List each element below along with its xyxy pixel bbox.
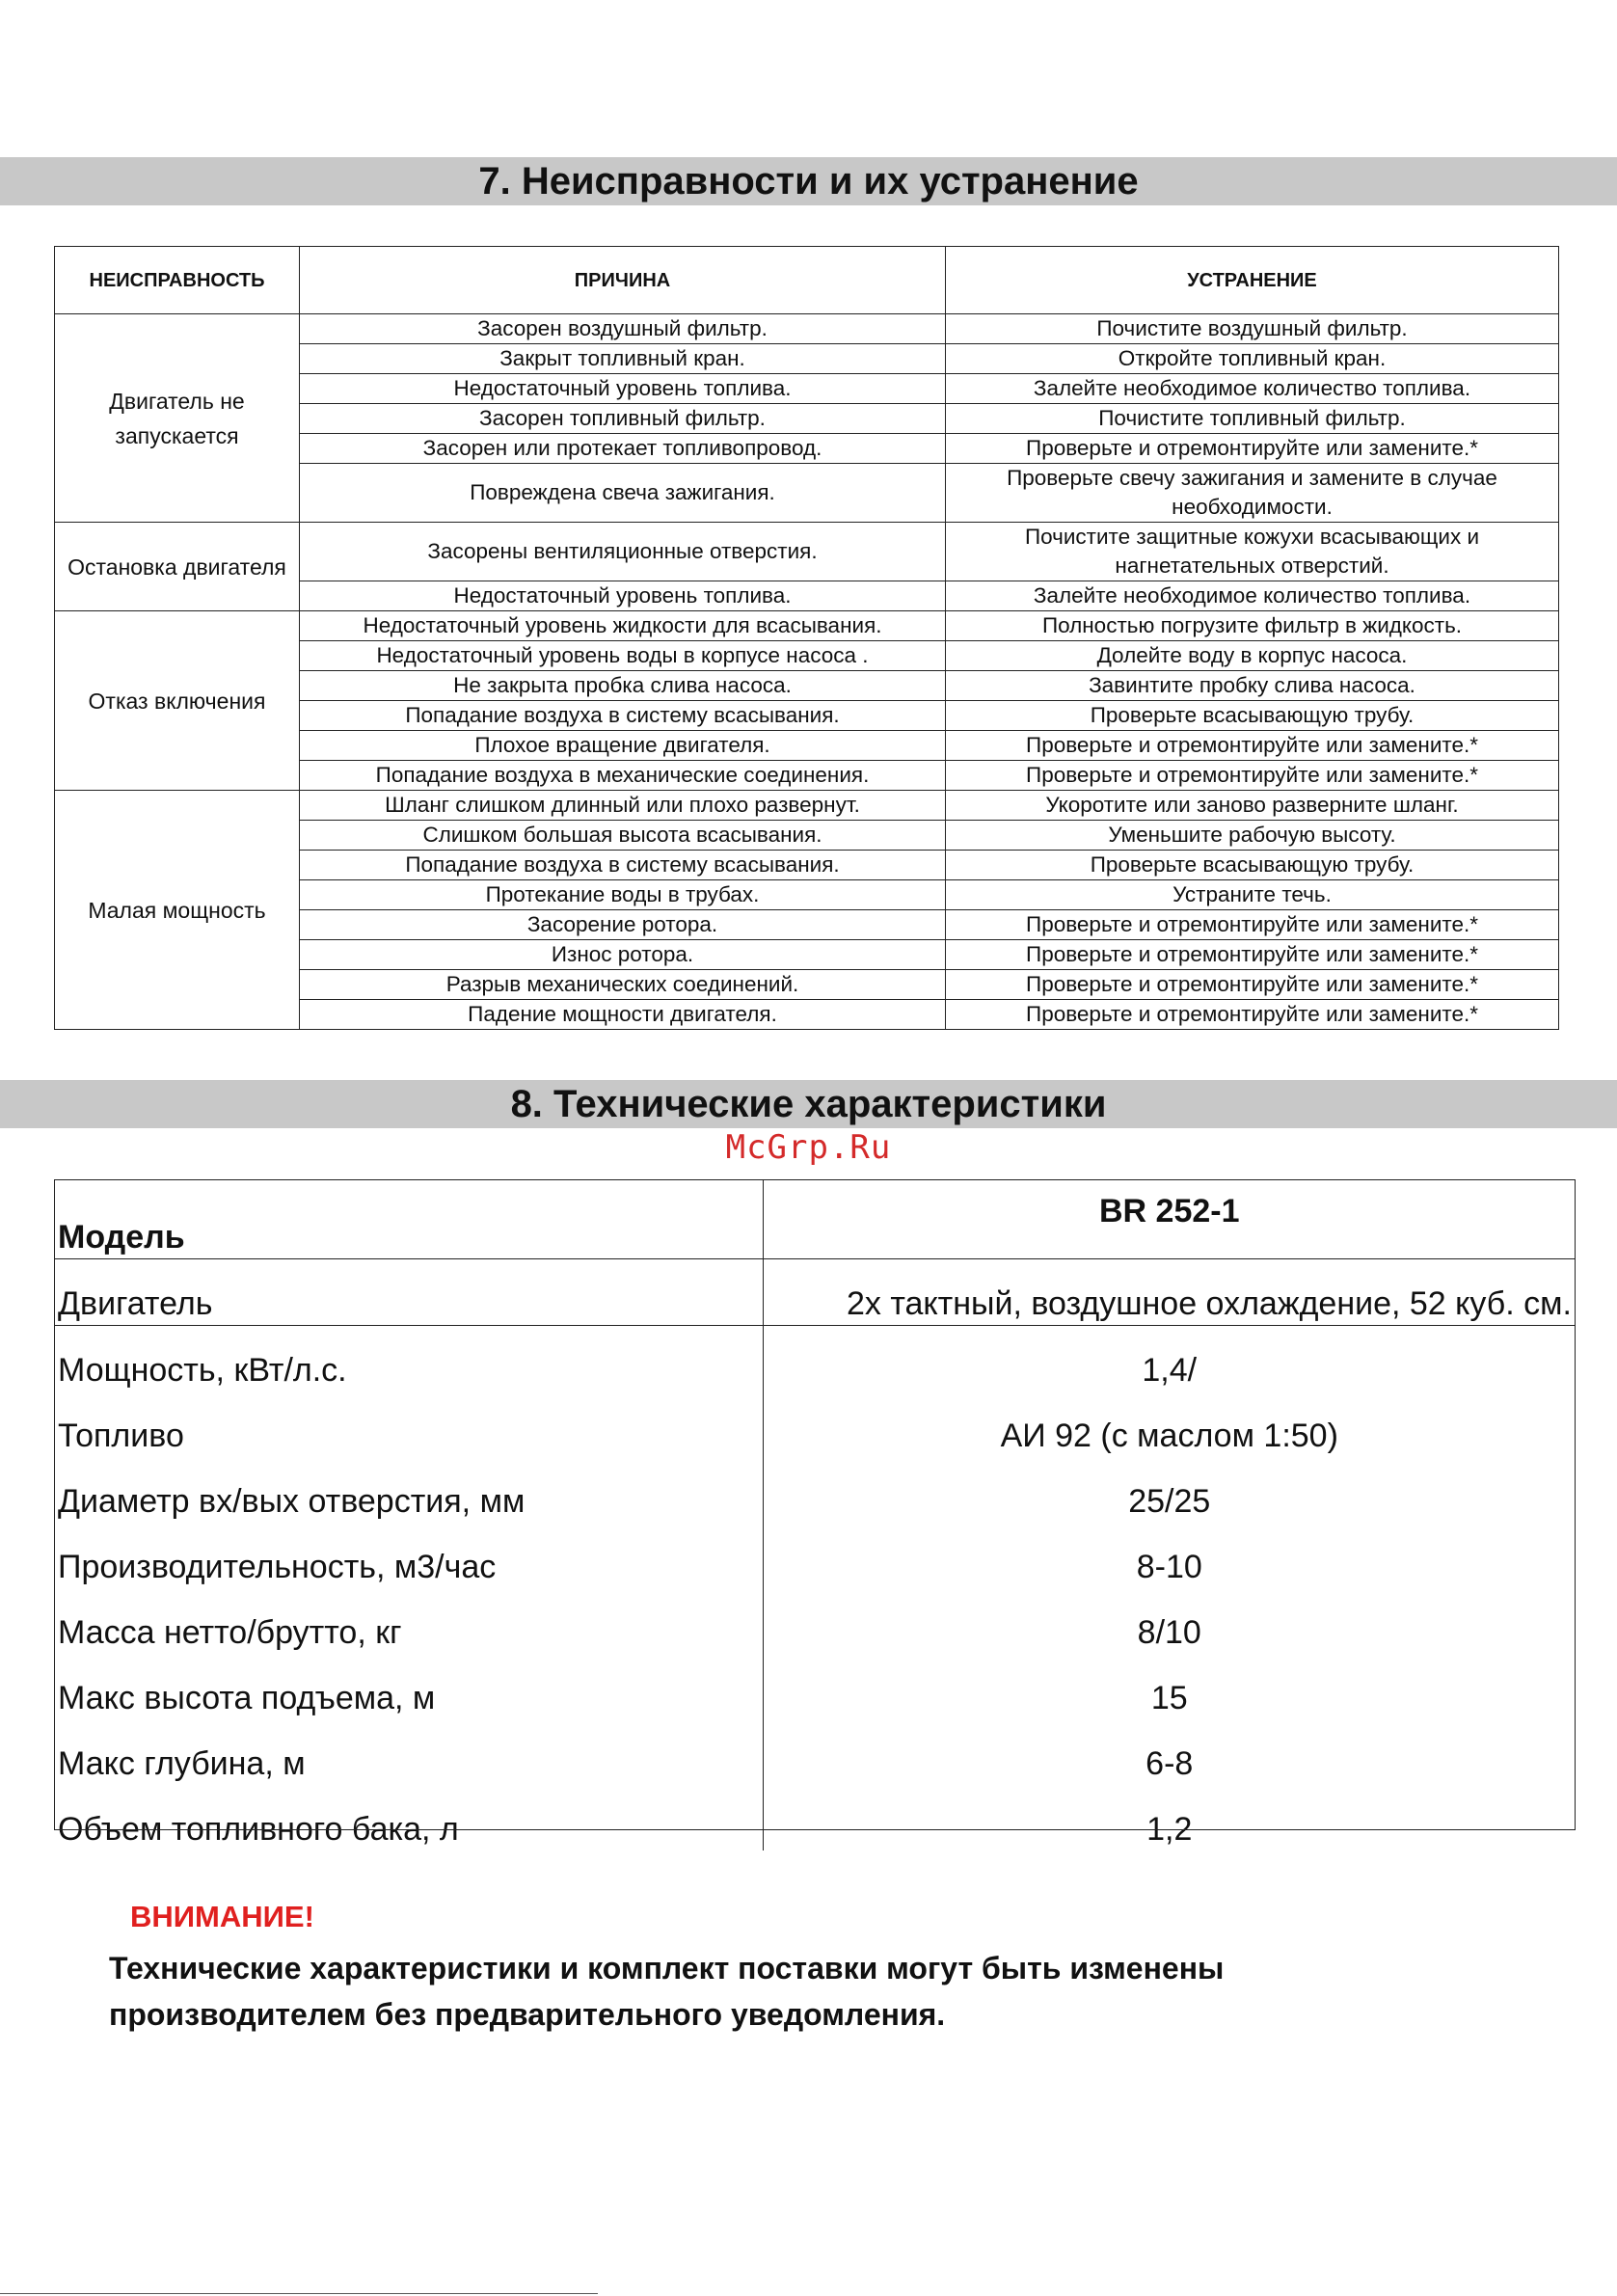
- troubleshooting-header-row: [55, 247, 1559, 314]
- cause-cell: Засорены вентиляционные отверстия.: [300, 523, 946, 581]
- fault-cell: Отказ включения: [55, 611, 300, 791]
- spec-label: Мощность, кВт/л.с.: [58, 1352, 347, 1389]
- fix-cell: Проверьте и отремонтируйте или замените.*: [946, 731, 1559, 761]
- trouble-row: [55, 611, 1559, 641]
- spec-row: [54, 1588, 1576, 1654]
- spec-row: [54, 1523, 1576, 1588]
- spec-value: 1,2: [763, 1785, 1576, 1850]
- spec-row: [54, 1654, 1576, 1719]
- header-fix: УСТРАНЕНИЕ: [946, 247, 1559, 314]
- spec-label: Макс глубина, м: [58, 1745, 306, 1782]
- fix-cell: Укоротите или заново разверните шланг.: [946, 791, 1559, 821]
- cause-cell: Засорен воздушный фильтр.: [300, 314, 946, 344]
- fix-cell: Залейте необходимое количество топлива.: [946, 374, 1559, 404]
- section-7-title: 7. Неисправности и их устранение: [478, 160, 1139, 203]
- warning-text: Технические характеристики и комплект поставки могут быть изменены производителем без предварительного уведомления.: [109, 1951, 1225, 2032]
- cause-cell: Слишком большая высота всасывания.: [300, 821, 946, 851]
- spec-label: Производительность, м3/час: [58, 1549, 497, 1585]
- spec-value: 15: [763, 1654, 1576, 1719]
- cause-cell: Попадание воздуха в систему всасывания.: [300, 701, 946, 731]
- fix-cell: Проверьте и отремонтируйте или замените.*: [946, 910, 1559, 940]
- spec-header-label: Модель: [54, 1179, 763, 1259]
- footer-line: [0, 2293, 598, 2294]
- fix-cell: Проверьте свечу зажигания и замените в случае необходимости.: [946, 464, 1559, 523]
- spec-label: Объем топливного бака, л: [58, 1811, 459, 1848]
- cause-cell: Падение мощности двигателя.: [300, 1000, 946, 1030]
- cause-cell: Засорен топливный фильтр.: [300, 404, 946, 434]
- section-8-title: 8. Технические характеристики: [510, 1083, 1107, 1125]
- spec-row: [54, 1391, 1576, 1457]
- spec-value: 25/25: [763, 1457, 1576, 1523]
- spec-label: Топливо: [58, 1418, 184, 1454]
- spec-label: Двигатель: [54, 1259, 763, 1326]
- fix-cell: Полностью погрузите фильтр в жидкость.: [946, 611, 1559, 641]
- spec-value: 6-8: [763, 1719, 1576, 1785]
- trouble-row: [55, 791, 1559, 821]
- spec-row: [54, 1326, 1576, 1392]
- spec-label: Макс высота подъема, м: [58, 1680, 436, 1716]
- troubleshooting-table: [54, 246, 1559, 1030]
- cause-cell: Не закрыта пробка слива насоса.: [300, 671, 946, 701]
- specs-table: [54, 1179, 1576, 1850]
- fix-cell: Завинтите пробку слива насоса.: [946, 671, 1559, 701]
- fault-cell: Остановка двигателя: [55, 523, 300, 611]
- spec-label: Диаметр вх/вых отверстия, мм: [58, 1483, 526, 1520]
- cause-cell: Недостаточный уровень воды в корпусе насоса .: [300, 641, 946, 671]
- specs-header-row: [54, 1179, 1576, 1259]
- cause-cell: Износ ротора.: [300, 940, 946, 970]
- fix-cell: Проверьте и отремонтируйте или замените.*: [946, 1000, 1559, 1030]
- spec-value: 8/10: [763, 1588, 1576, 1654]
- cause-cell: Недостаточный уровень жидкости для всасывания.: [300, 611, 946, 641]
- fix-cell: Проверьте и отремонтируйте или замените.*: [946, 434, 1559, 464]
- cause-cell: Повреждена свеча зажигания.: [300, 464, 946, 523]
- spec-label: Масса нетто/брутто, кг: [58, 1614, 402, 1651]
- fault-cell: Двигатель не запускается: [55, 314, 300, 523]
- fix-cell: Проверьте и отремонтируйте или замените.*: [946, 761, 1559, 791]
- fault-cell: Малая мощность: [55, 791, 300, 1030]
- cause-cell: Протекание воды в трубах.: [300, 880, 946, 910]
- fix-cell: Залейте необходимое количество топлива.: [946, 581, 1559, 611]
- cause-cell: Недостаточный уровень топлива.: [300, 581, 946, 611]
- warning-title: ВНИМАНИЕ!: [130, 1900, 314, 1933]
- cause-cell: Засорение ротора.: [300, 910, 946, 940]
- cause-cell: Недостаточный уровень топлива.: [300, 374, 946, 404]
- header-cause: ПРИЧИНА: [300, 247, 946, 314]
- header-fault: НЕИСПРАВНОСТЬ: [55, 247, 300, 314]
- spec-value: 2х тактный, воздушное охлаждение, 52 куб. см.: [763, 1259, 1576, 1326]
- spec-value: АИ 92 (с маслом 1:50): [763, 1391, 1576, 1457]
- spec-row: [54, 1259, 1576, 1326]
- cause-cell: Попадание воздуха в систему всасывания.: [300, 851, 946, 880]
- trouble-row: [55, 314, 1559, 344]
- fix-cell: Долейте воду в корпус насоса.: [946, 641, 1559, 671]
- spec-row: [54, 1719, 1576, 1785]
- cause-cell: Разрыв механических соединений.: [300, 970, 946, 1000]
- specs-body: [54, 1179, 1576, 1850]
- fix-cell: Проверьте и отремонтируйте или замените.*: [946, 940, 1559, 970]
- watermark: McGrp.Ru: [725, 1128, 892, 1167]
- fix-cell: Почистите топливный фильтр.: [946, 404, 1559, 434]
- cause-cell: Попадание воздуха в механические соединения.: [300, 761, 946, 791]
- cause-cell: Шланг слишком длинный или плохо развернут.: [300, 791, 946, 821]
- fix-cell: Проверьте всасывающую трубу.: [946, 701, 1559, 731]
- spec-row: [54, 1785, 1576, 1850]
- fix-cell: Почистите защитные кожухи всасывающих и нагнетательных отверстий.: [946, 523, 1559, 581]
- spec-value: 8-10: [763, 1523, 1576, 1588]
- fix-cell: Откройте топливный кран.: [946, 344, 1559, 374]
- cause-cell: Плохое вращение двигателя.: [300, 731, 946, 761]
- spec-value: 1,4/: [763, 1326, 1576, 1392]
- fix-cell: Устраните течь.: [946, 880, 1559, 910]
- spec-header-value: BR 252-1: [763, 1179, 1576, 1259]
- spec-row: [54, 1457, 1576, 1523]
- fix-cell: Проверьте и отремонтируйте или замените.*: [946, 970, 1559, 1000]
- fix-cell: Уменьшите рабочую высоту.: [946, 821, 1559, 851]
- trouble-row: [55, 523, 1559, 581]
- cause-cell: Засорен или протекает топливопровод.: [300, 434, 946, 464]
- troubleshooting-body: [55, 314, 1559, 1030]
- cause-cell: Закрыт топливный кран.: [300, 344, 946, 374]
- fix-cell: Проверьте всасывающую трубу.: [946, 851, 1559, 880]
- fix-cell: Почистите воздушный фильтр.: [946, 314, 1559, 344]
